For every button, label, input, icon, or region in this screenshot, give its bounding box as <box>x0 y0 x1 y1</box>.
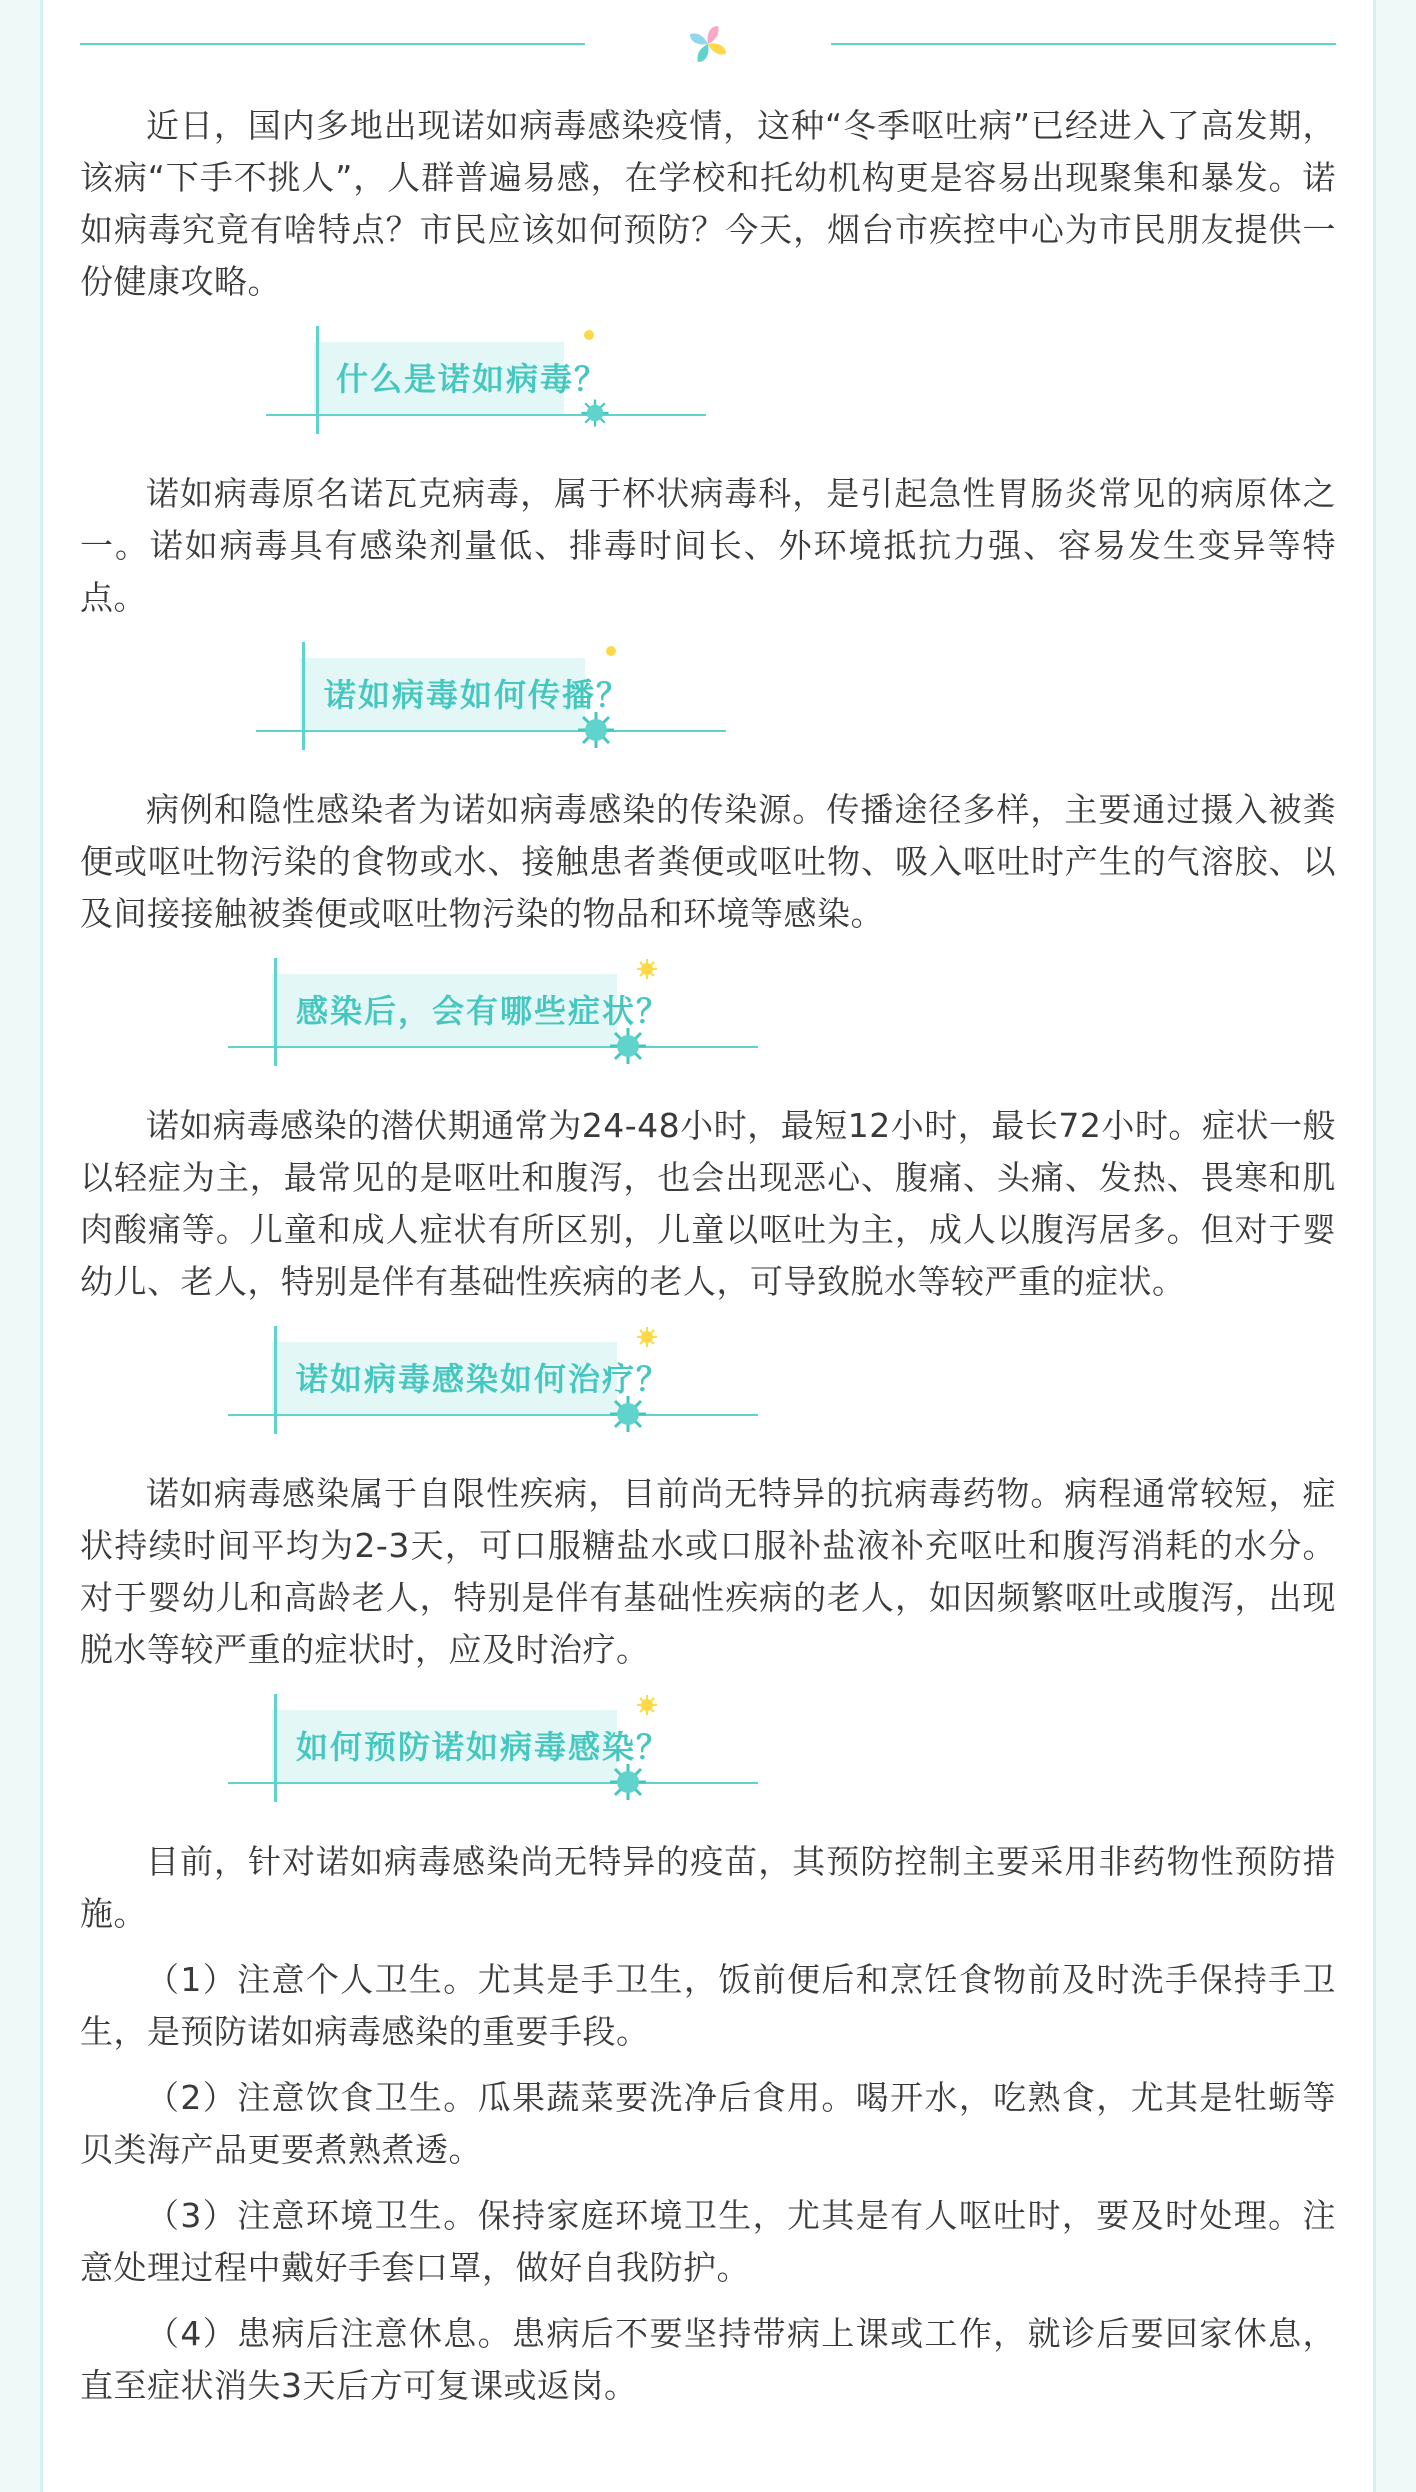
prevention-item-4: （4）患病后注意休息。患病后不要坚持带病上课或工作，就诊后要回家休息，直至症状消失3天后方可复课或返岗。 <box>80 2314 1336 2405</box>
section-title: 感染后，会有哪些症状？ <box>296 992 671 1030</box>
heading-hline <box>228 1782 758 1784</box>
section-heading-prevention <box>80 1694 1336 1814</box>
section-heading-treatment <box>80 1326 1336 1446</box>
section-paragraph: 目前，针对诺如病毒感染尚无特异的疫苗，其预防控制主要采用非药物性预防措施。 <box>80 1842 1336 1933</box>
section-title: 什么是诺如病毒？ <box>336 360 609 398</box>
sun-icon <box>580 326 598 344</box>
intro-paragraph: 近日，国内多地出现诺如病毒感染疫情，这种“冬季呕吐病”已经进入了高发期，该病“下手不挑人”，人群普遍易感，在学校和托幼机构更是容易出现聚集和暴发。诺如病毒究竟有啥特点？市民应该如何预防？今天，烟台市疾控中心为市民朋友提供一份健康攻略。 <box>80 106 1336 301</box>
prevention-item-2: （2）注意饮食卫生。瓜果蔬菜要洗净后食用。喝开水，吃熟食，尤其是牡蛎等贝类海产品更要煮熟煮透。 <box>80 2078 1336 2169</box>
section-title: 诺如病毒如何传播？ <box>324 676 631 714</box>
heading-hline <box>266 414 706 416</box>
section-heading-symptoms <box>80 958 1336 1078</box>
virus-icon <box>608 1394 648 1434</box>
frame-border-right <box>1373 0 1376 2492</box>
divider-line-left <box>80 43 585 45</box>
section-title: 如何预防诺如病毒感染？ <box>296 1728 671 1766</box>
section-paragraph: 诺如病毒感染的潜伏期通常为24-48小时，最短12小时，最长72小时。症状一般以轻症为主，最常见的是呕吐和腹泻，也会出现恶心、腹痛、头痛、发热、畏寒和肌肉酸痛等。儿童和成人症状有所区别，儿童以呕吐为主，成人以腹泻居多。但对于婴幼儿、老人，特别是伴有基础性疾病的老人，可导致脱水等较严重的症状。 <box>80 1106 1336 1301</box>
section-paragraph: 诺如病毒原名诺瓦克病毒，属于杯状病毒科，是引起急性胃肠炎常见的病原体之一。诺如病毒具有感染剂量低、排毒时间长、外环境抵抗力强、容易发生变异等特点。 <box>80 474 1336 617</box>
heading-vline <box>274 1694 277 1802</box>
sun-icon <box>636 958 658 980</box>
heading-vline <box>316 326 319 434</box>
section-heading-transmission <box>80 642 1336 762</box>
page-frame-right <box>1376 0 1416 2492</box>
virus-icon <box>580 398 610 428</box>
virus-icon <box>608 1762 648 1802</box>
divider-line-right <box>831 43 1336 45</box>
section-paragraph: 病例和隐性感染者为诺如病毒感染的传染源。传播途径多样，主要通过摄入被粪便或呕吐物污染的食物或水、接触患者粪便或呕吐物、吸入呕吐时产生的气溶胶、以及间接接触被粪便或呕吐物污染的物品和环境等感染。 <box>80 790 1336 933</box>
prevention-item-3: （3）注意环境卫生。保持家庭环境卫生，尤其是有人呕吐时，要及时处理。注意处理过程中戴好手套口罩，做好自我防护。 <box>80 2196 1336 2287</box>
heading-vline <box>274 958 277 1066</box>
heading-vline <box>274 1326 277 1434</box>
heading-hline <box>228 1414 758 1416</box>
article-body <box>80 100 1336 2412</box>
top-divider <box>80 20 1336 70</box>
sun-icon <box>636 1326 658 1348</box>
heading-vline <box>302 642 305 750</box>
frame-border-left <box>40 0 43 2492</box>
section-paragraph: 诺如病毒感染属于自限性疾病，目前尚无特异的抗病毒药物。病程通常较短，症状持续时间平均为2-3天，可口服糖盐水或口服补盐液补充呕吐和腹泻消耗的水分。对于婴幼儿和高龄老人，特别是伴有基础性疾病的老人，如因频繁呕吐或腹泻，出现脱水等较严重的症状时，应及时治疗。 <box>80 1474 1336 1669</box>
section-title: 诺如病毒感染如何治疗？ <box>296 1360 671 1398</box>
sun-icon <box>636 1694 658 1716</box>
page-frame-left <box>0 0 40 2492</box>
sun-icon <box>602 642 620 660</box>
prevention-item-1: （1）注意个人卫生。尤其是手卫生，饭前便后和烹饪食物前及时洗手保持手卫生，是预防诺如病毒感染的重要手段。 <box>80 1960 1336 2051</box>
pinwheel-icon <box>684 20 732 68</box>
section-heading-what-is <box>80 326 1336 446</box>
heading-hline <box>228 1046 758 1048</box>
virus-icon <box>608 1026 648 1066</box>
heading-hline <box>256 730 726 732</box>
virus-icon <box>576 710 616 750</box>
